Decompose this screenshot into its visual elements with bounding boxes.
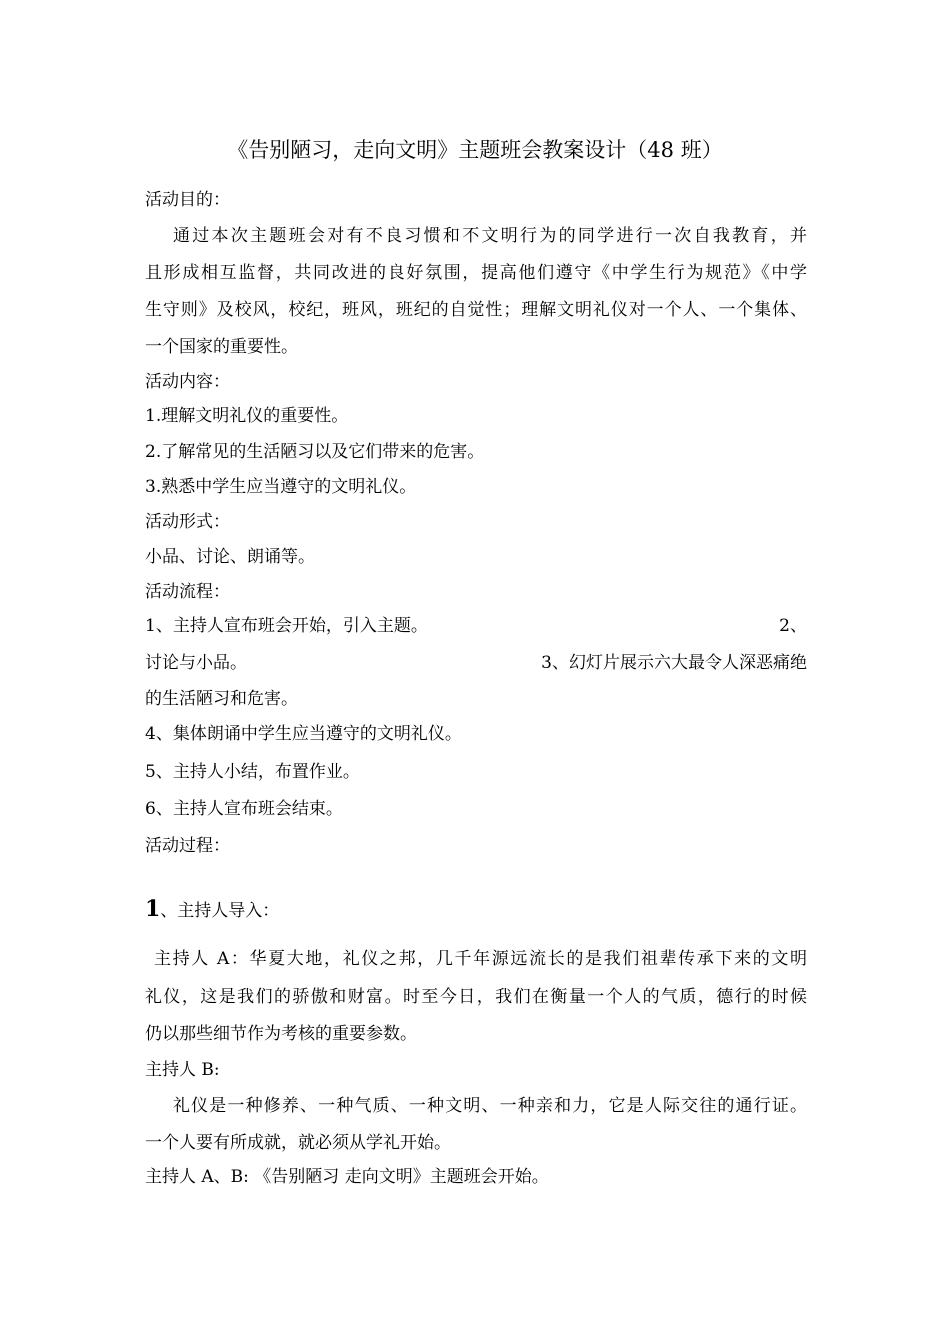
- flow-item-2-text: 讨论与小品。: [145, 653, 247, 673]
- host-b-line-2: 一个人要有所成就，就必须从学礼开始。: [145, 1133, 451, 1153]
- flow-item-3-start: 3、幻灯片展示六大最令人深恶痛绝: [541, 653, 807, 673]
- document-title: 《告别陋习，走向文明》主题班会教案设计（48 班）: [227, 138, 723, 162]
- flow-heading: 活动流程：: [145, 582, 230, 602]
- step-1-label: 、主持人导入：: [160, 901, 280, 921]
- content-item-3: 3.熟悉中学生应当遵守的文明礼仪。: [145, 477, 417, 497]
- step-1-heading: [145, 897, 807, 923]
- host-a-line-3: 仍以那些细节作为考核的重要参数。: [145, 1024, 417, 1044]
- host-a-line-1: 主持人 A：华夏大地，礼仪之邦，几千年源远流长的是我们祖辈传承下来的文明: [154, 949, 807, 969]
- host-ab-line: 主持人 A、B: 《告别陋习 走向文明》主题班会开始。: [145, 1167, 549, 1187]
- step-1-number: 1: [145, 896, 161, 922]
- purpose-line-2: 且形成相互监督，共同改进的良好氛围，提高他们遵守《中学生行为规范》《中学: [145, 263, 807, 283]
- host-b-heading: 主持人 B:: [145, 1060, 220, 1080]
- flow-line-2: [145, 651, 807, 675]
- flow-item-2-prefix: 2、: [779, 616, 807, 636]
- process-heading: 活动过程：: [145, 836, 230, 856]
- content-item-2: 2.了解常见的生活陋习以及它们带来的危害。: [145, 442, 485, 462]
- purpose-line-4: 一个国家的重要性。: [145, 337, 298, 357]
- host-a-line-2: 礼仪，这是我们的骄傲和财富。时至今日，我们在衡量一个人的气质，德行的时候: [145, 987, 807, 1007]
- flow-line-1: [145, 614, 807, 638]
- host-b-line-1: 礼仪是一种修养、一种气质、一种文明、一种亲和力，它是人际交往的通行证。: [173, 1096, 807, 1116]
- purpose-line-3: 生守则》及校风，校纪，班风，班纪的自觉性；理解文明礼仪对一个人、一个集体、: [145, 300, 807, 320]
- form-heading: 活动形式：: [145, 512, 230, 532]
- flow-item-1: 1、主持人宣布班会开始，引入主题。: [145, 616, 428, 636]
- flow-item-4: 4、集体朗诵中学生应当遵守的文明礼仪。: [145, 724, 462, 744]
- content-heading: 活动内容：: [145, 372, 230, 392]
- flow-item-6: 6、主持人宣布班会结束。: [145, 799, 343, 819]
- purpose-heading: 活动目的：: [145, 190, 230, 210]
- flow-item-3-end: 的生活陋习和危害。: [145, 689, 298, 709]
- flow-item-5: 5、主持人小结，布置作业。: [145, 762, 360, 782]
- purpose-line-1: 通过本次主题班会对有不良习惯和不文明行为的同学进行一次自我教育，并: [173, 226, 807, 246]
- content-item-1: 1.理解文明礼仪的重要性。: [145, 406, 349, 426]
- form-text: 小品、讨论、朗诵等。: [145, 547, 315, 567]
